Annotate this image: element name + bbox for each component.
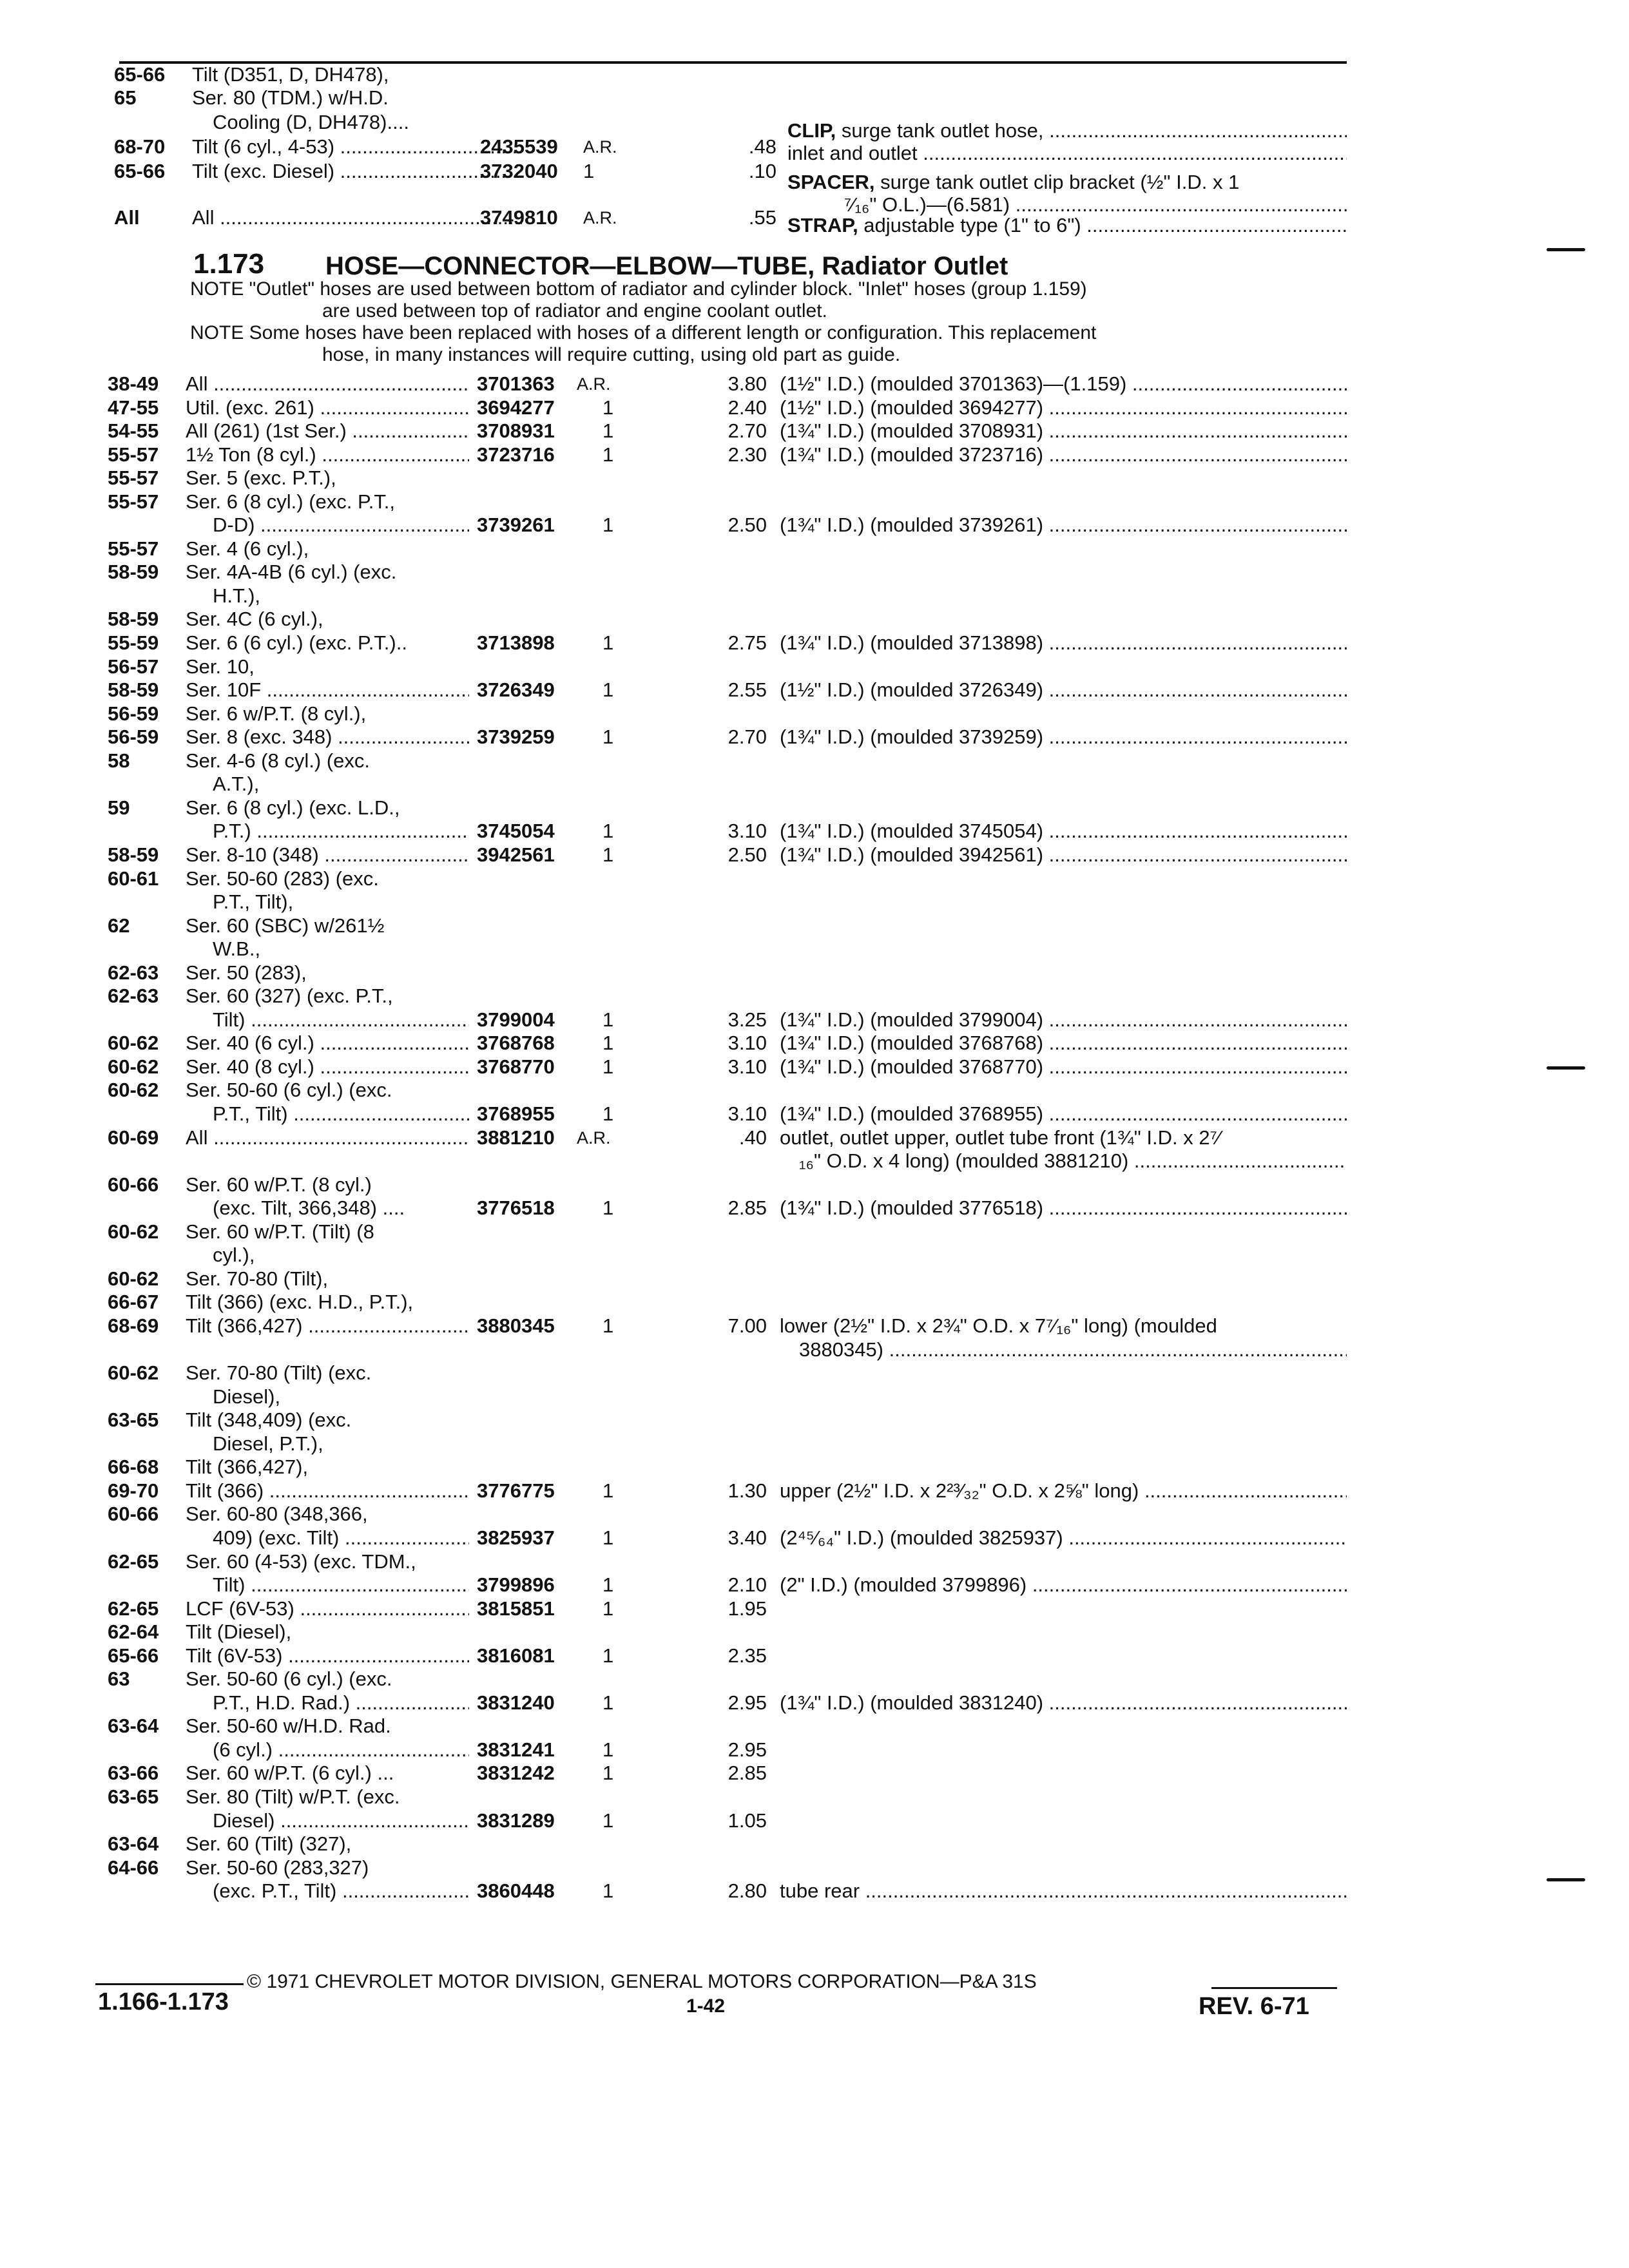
model-description: Util. (exc. 261) .....: [186, 396, 469, 419]
part-number: 3768955: [477, 1102, 555, 1125]
hose-description: (1¾" I.D.) (moulded 3723716) .....: [780, 443, 1347, 466]
group-range: 1.166-1.173: [98, 1988, 229, 2015]
price: 2.80: [728, 1879, 767, 1902]
model-description: Ser. 60 w/P.T. (6 cyl.) ...: [186, 1762, 394, 1784]
part-number: 3768768: [477, 1032, 555, 1054]
model-description: Ser. 6 (6 cyl.) (exc. P.T.)..: [186, 631, 407, 654]
year-range: 55-57: [108, 466, 159, 489]
year-range: 55-57: [108, 490, 159, 513]
year-range: 62-63: [108, 985, 159, 1007]
part-number: 3815851: [477, 1597, 555, 1620]
hose-description: (1¾" I.D.) (moulded 3831240) .....: [780, 1691, 1347, 1715]
accessory-name: CLIP,: [787, 119, 836, 142]
hose-description: upper (2½" I.D. x 2²³⁄₃₂" O.D. x 2⅝" long) .....: [780, 1479, 1347, 1503]
year-range: 55-59: [108, 631, 159, 654]
part-number: 3713898: [477, 631, 555, 654]
year-range: 56-57: [108, 655, 159, 678]
accessory-description: STRAP, adjustable type (1" to 6") .....: [787, 214, 1347, 237]
model-description: All .....: [186, 372, 469, 396]
quantity: A.R.: [583, 137, 617, 157]
part-number: 3816081: [477, 1644, 555, 1667]
model-description: Ser. 50-60 (283,327): [186, 1856, 369, 1879]
model-description: Tilt) .....: [213, 1008, 469, 1032]
year-range: 60-61: [108, 867, 159, 890]
price: 3.80: [728, 372, 767, 395]
part-number: 3831241: [477, 1738, 555, 1761]
price: 2.75: [728, 631, 767, 654]
hose-description: (2⁴⁵⁄₆₄" I.D.) (moulded 3825937) .....: [780, 1526, 1347, 1550]
model-description: All .....: [186, 1126, 469, 1149]
section-title: HOSE—CONNECTOR—ELBOW—TUBE, Radiator Outlet: [325, 252, 1008, 280]
year-range: 55-57: [108, 443, 159, 466]
model-description: 1½ Ton (8 cyl.) .....: [186, 443, 469, 466]
year-range: 64-66: [108, 1856, 159, 1879]
model-description: Ser. 60 w/P.T. (8 cyl.): [186, 1173, 372, 1196]
quantity: 1: [602, 1644, 614, 1667]
model-description: Ser. 6 (8 cyl.) (exc. P.T.,: [186, 490, 396, 513]
year-range: 58-59: [108, 843, 159, 866]
note-line: NOTE "Outlet" hoses are used between bottom of radiator and cylinder block. "Inlet" hoses (group 1.159): [190, 278, 1087, 300]
model-description: Ser. 70-80 (Tilt) (exc.: [186, 1361, 372, 1384]
model-description: Ser. 60 (Tilt) (327),: [186, 1832, 352, 1855]
model-description: (6 cyl.) .....: [213, 1738, 469, 1762]
year-range: 65: [114, 86, 137, 109]
price: 3.10: [728, 1102, 767, 1125]
model-description: Tilt (366) .....: [186, 1479, 469, 1503]
hose-description: outlet, outlet upper, outlet tube front (1¾" I.D. x 2⁷⁄: [780, 1126, 1220, 1149]
part-number: 3723716: [477, 443, 555, 466]
model-description: Ser. 40 (6 cyl.) .....: [186, 1032, 469, 1055]
part-number: 3776775: [477, 1479, 555, 1502]
model-description: Tilt (6 cyl., 4-53) .....: [192, 135, 522, 159]
year-range: 63-66: [108, 1762, 159, 1784]
price: 7.00: [728, 1314, 767, 1337]
model-description: Cooling (D, DH478)....: [213, 111, 409, 133]
quantity: 1: [602, 631, 614, 654]
year-range: 60-66: [108, 1173, 159, 1196]
quantity: 1: [602, 514, 614, 536]
quantity: 1: [602, 1573, 614, 1596]
quantity: 1: [602, 1691, 614, 1714]
year-range: 62-65: [108, 1597, 159, 1620]
price: 2.30: [728, 443, 767, 466]
price: 2.70: [728, 419, 767, 442]
footer-rule-left: [95, 1983, 244, 1985]
model-description: Tilt) .....: [213, 1573, 469, 1597]
price: 3.10: [728, 1032, 767, 1054]
revision-label: REV. 6-71: [1199, 1993, 1309, 2020]
model-description: Tilt (366) (exc. H.D., P.T.),: [186, 1291, 414, 1313]
model-description: Ser. 40 (8 cyl.) .....: [186, 1055, 469, 1079]
hose-description: (1½" I.D.) (moulded 3694277) .....: [780, 396, 1347, 419]
part-number: 3739259: [477, 726, 555, 748]
year-range: 63-65: [108, 1785, 159, 1808]
note-line: are used between top of radiator and engine coolant outlet.: [322, 300, 827, 322]
price: 1.95: [728, 1597, 767, 1620]
year-range: 38-49: [108, 372, 159, 395]
quantity: 1: [602, 396, 614, 419]
model-description: Tilt (D351, D, DH478),: [192, 63, 389, 86]
quantity: 1: [602, 1809, 614, 1832]
model-description: Ser. 8 (exc. 348) .....: [186, 726, 469, 749]
accessory-description: inlet and outlet .....: [787, 142, 1347, 165]
price: .55: [748, 206, 776, 229]
part-number: 3825937: [477, 1526, 555, 1549]
year-range: 47-55: [108, 396, 159, 419]
year-range: 60-66: [108, 1503, 159, 1525]
model-description: P.T., Tilt),: [213, 890, 294, 913]
year-range: 65-66: [114, 160, 166, 182]
model-description: Ser. 80 (Tilt) w/P.T. (exc.: [186, 1785, 400, 1808]
quantity: 1: [602, 678, 614, 701]
price: 3.40: [728, 1526, 767, 1549]
model-description: Ser. 60 (SBC) w/261½: [186, 914, 385, 937]
hose-description: (1¾" I.D.) (moulded 3776518) .....: [780, 1196, 1347, 1220]
accessory-description: CLIP, surge tank outlet hose, .....: [787, 119, 1347, 142]
punch-mark: [1547, 1066, 1585, 1070]
page-number: 1-42: [686, 1995, 726, 2017]
model-description: Ser. 8-10 (348) .....: [186, 843, 469, 867]
hose-description: (1¾" I.D.) (moulded 3708931) .....: [780, 419, 1347, 443]
hose-description: (1¾" I.D.) (moulded 3942561) .....: [780, 843, 1347, 867]
model-description: Tilt (366,427),: [186, 1456, 309, 1478]
year-range: 66-68: [108, 1456, 159, 1478]
part-number: 3694277: [477, 396, 555, 419]
part-number: 3768770: [477, 1055, 555, 1078]
year-range: 60-62: [108, 1220, 159, 1243]
model-description: Ser. 50-60 w/H.D. Rad.: [186, 1715, 391, 1737]
model-description: P.T., Tilt) .....: [213, 1102, 469, 1126]
model-description: Diesel),: [213, 1385, 281, 1408]
year-range: 62: [108, 914, 130, 937]
quantity: A.R.: [577, 1128, 611, 1148]
part-number: 2435539: [480, 135, 558, 158]
price: 1.05: [728, 1809, 767, 1832]
price: 2.50: [728, 843, 767, 866]
hose-description: (1½" I.D.) (moulded 3701363)—(1.159) .....: [780, 372, 1347, 396]
model-description: Ser. 50-60 (6 cyl.) (exc.: [186, 1667, 392, 1690]
part-number: 3701363: [477, 372, 555, 395]
hose-description: (1¾" I.D.) (moulded 3739259) .....: [780, 726, 1347, 749]
quantity: A.R.: [577, 374, 611, 394]
hose-description: (1¾" I.D.) (moulded 3768955) .....: [780, 1102, 1347, 1126]
price: 2.50: [728, 514, 767, 536]
price: 3.25: [728, 1008, 767, 1031]
year-range: 56-59: [108, 702, 159, 725]
model-description: A.T.),: [213, 773, 260, 795]
part-number: 3745054: [477, 820, 555, 842]
year-range: 65-66: [108, 1644, 159, 1667]
price: 2.95: [728, 1738, 767, 1761]
punch-mark: [1547, 1878, 1585, 1881]
hose-description: 3880345) .....: [799, 1338, 1347, 1361]
quantity: 1: [602, 419, 614, 442]
price: 3.10: [728, 820, 767, 842]
price: 2.10: [728, 1573, 767, 1596]
model-description: cyl.),: [213, 1244, 255, 1266]
year-range: 63-64: [108, 1832, 159, 1855]
model-description: Ser. 4-6 (8 cyl.) (exc.: [186, 749, 370, 772]
model-description: Ser. 5 (exc. P.T.),: [186, 466, 336, 489]
year-range: 60-62: [108, 1079, 159, 1101]
quantity: 1: [602, 1008, 614, 1031]
quantity: 1: [602, 1597, 614, 1620]
year-range: 63-64: [108, 1715, 159, 1737]
price: 2.55: [728, 678, 767, 701]
year-range: 60-62: [108, 1267, 159, 1290]
model-description: Ser. 4A-4B (6 cyl.) (exc.: [186, 561, 397, 583]
quantity: 1: [602, 443, 614, 466]
price: .48: [748, 135, 776, 158]
year-range: 63: [108, 1667, 130, 1690]
model-description: W.B.,: [213, 937, 261, 960]
year-range: 60-69: [108, 1126, 159, 1149]
model-description: Ser. 60 (327) (exc. P.T.,: [186, 985, 393, 1007]
year-range: 63-65: [108, 1408, 159, 1431]
part-number: 3860448: [477, 1879, 555, 1902]
year-range: 60-62: [108, 1361, 159, 1384]
model-description: Ser. 6 w/P.T. (8 cyl.),: [186, 702, 367, 725]
model-description: P.T., H.D. Rad.) .....: [213, 1691, 469, 1715]
model-description: 409) (exc. Tilt) .....: [213, 1526, 469, 1550]
year-range: 58-59: [108, 608, 159, 630]
model-description: Tilt (exc. Diesel) .....: [192, 160, 522, 183]
model-description: Tilt (6V-53) .....: [186, 1644, 469, 1667]
price: 2.35: [728, 1644, 767, 1667]
model-description: Ser. 60-80 (348,366,: [186, 1503, 368, 1525]
quantity: 1: [602, 1479, 614, 1502]
part-number: 3732040: [480, 160, 558, 182]
year-range: 54-55: [108, 419, 159, 442]
model-description: Ser. 50 (283),: [186, 961, 307, 984]
model-description: D-D) .....: [213, 514, 469, 537]
model-description: (exc. P.T., Tilt) .....: [213, 1879, 469, 1903]
hose-description: (2" I.D.) (moulded 3799896) .....: [780, 1573, 1347, 1597]
hose-description: (1¾" I.D.) (moulded 3713898) .....: [780, 631, 1347, 655]
price: 2.85: [728, 1762, 767, 1784]
year-range: 68-70: [114, 135, 166, 158]
model-description: Ser. 70-80 (Tilt),: [186, 1267, 329, 1290]
price: .10: [748, 160, 776, 182]
part-number: 3881210: [477, 1126, 555, 1149]
part-number: 3776518: [477, 1196, 555, 1219]
price: 3.10: [728, 1055, 767, 1078]
part-number: 3799004: [477, 1008, 555, 1031]
model-description: P.T.) .....: [213, 820, 469, 843]
quantity: 1: [602, 1032, 614, 1054]
accessory-name: STRAP,: [787, 214, 858, 236]
year-range: 60-62: [108, 1032, 159, 1054]
year-range: 58-59: [108, 678, 159, 701]
quantity: 1: [602, 1196, 614, 1219]
part-number: 3726349: [477, 678, 555, 701]
year-range: 62-64: [108, 1620, 159, 1643]
section-number: 1.173: [193, 248, 265, 280]
quantity: 1: [602, 1102, 614, 1125]
quantity: 1: [602, 1055, 614, 1078]
year-range: 55-57: [108, 537, 159, 560]
note-line: NOTE Some hoses have been replaced with hoses of a different length or configuration. This replacement: [190, 322, 1097, 343]
model-description: Ser. 10,: [186, 655, 255, 678]
year-range: 59: [108, 796, 130, 819]
model-description: Tilt (348,409) (exc.: [186, 1408, 352, 1431]
price: 2.40: [728, 396, 767, 419]
quantity: A.R.: [583, 208, 617, 227]
quantity: 1: [583, 160, 595, 182]
model-description: LCF (6V-53) .....: [186, 1597, 469, 1620]
quantity: 1: [602, 820, 614, 842]
year-range: 65-66: [114, 63, 166, 86]
quantity: 1: [602, 1314, 614, 1337]
accessory-name: SPACER,: [787, 171, 875, 193]
year-range: 62-63: [108, 961, 159, 984]
model-description: Ser. 50-60 (6 cyl.) (exc.: [186, 1079, 392, 1101]
price: 2.95: [728, 1691, 767, 1714]
model-description: All .....: [192, 206, 522, 229]
price: 2.85: [728, 1196, 767, 1219]
quantity: 1: [602, 1879, 614, 1902]
part-number: 3880345: [477, 1314, 555, 1337]
footer-rule-right: [1211, 1987, 1337, 1989]
quantity: 1: [602, 726, 614, 748]
hose-description: (1¾" I.D.) (moulded 3799004) .....: [780, 1008, 1347, 1032]
quantity: 1: [602, 1526, 614, 1549]
note-line: hose, in many instances will require cutting, using old part as guide.: [322, 344, 901, 365]
year-range: 58-59: [108, 561, 159, 583]
model-description: Ser. 80 (TDM.) w/H.D.: [192, 86, 389, 109]
hose-description: (1¾" I.D.) (moulded 3739261) .....: [780, 514, 1347, 537]
part-number: 3831242: [477, 1762, 555, 1784]
model-description: Ser. 50-60 (283) (exc.: [186, 867, 379, 890]
year-range: 58: [108, 749, 130, 772]
model-description: Ser. 60 w/P.T. (Tilt) (8: [186, 1220, 374, 1243]
accessory-description: ⁷⁄₁₆" O.L.)—(6.581) .....: [844, 193, 1347, 216]
model-description: Diesel, P.T.),: [213, 1432, 323, 1455]
hose-description: lower (2½" I.D. x 2¾" O.D. x 7⁷⁄₁₆" long) (moulded: [780, 1314, 1217, 1337]
model-description: Ser. 60 (4-53) (exc. TDM.,: [186, 1550, 416, 1573]
punch-mark: [1547, 248, 1585, 251]
hose-description: ₁₆" O.D. x 4 long) (moulded 3881210) .....: [799, 1149, 1347, 1173]
model-description: Ser. 10F .....: [186, 678, 469, 702]
model-description: Ser. 4 (6 cyl.),: [186, 537, 309, 560]
model-description: Ser. 6 (8 cyl.) (exc. L.D.,: [186, 796, 400, 819]
model-description: Tilt (Diesel),: [186, 1620, 292, 1643]
hose-description: (1½" I.D.) (moulded 3726349) .....: [780, 678, 1347, 702]
year-range: 56-59: [108, 726, 159, 748]
accessory-description: SPACER, surge tank outlet clip bracket (½" I.D. x 1: [787, 171, 1240, 193]
year-range: 66-67: [108, 1291, 159, 1313]
model-description: All (261) (1st Ser.) .....: [186, 419, 469, 443]
hose-description: (1¾" I.D.) (moulded 3745054) .....: [780, 820, 1347, 843]
part-number: 3831240: [477, 1691, 555, 1714]
model-description: Ser. 4C (6 cyl.),: [186, 608, 323, 630]
model-description: Tilt (366,427) .....: [186, 1314, 469, 1338]
hose-description: (1¾" I.D.) (moulded 3768770) .....: [780, 1055, 1347, 1079]
quantity: 1: [602, 1762, 614, 1784]
copyright-line: © 1971 CHEVROLET MOTOR DIVISION, GENERAL MOTORS CORPORATION—P&A 31S: [247, 1971, 1037, 1992]
hose-description: tube rear .....: [780, 1879, 1347, 1903]
price: 2.70: [728, 726, 767, 748]
year-range: All: [114, 206, 140, 229]
year-range: 69-70: [108, 1479, 159, 1502]
price: 1.30: [728, 1479, 767, 1502]
model-description: Diesel) .....: [213, 1809, 469, 1832]
part-number: 3739261: [477, 514, 555, 536]
year-range: 60-62: [108, 1055, 159, 1078]
part-number: 3749810: [480, 206, 558, 229]
quantity: 1: [602, 843, 614, 866]
part-number: 3942561: [477, 843, 555, 866]
year-range: 68-69: [108, 1314, 159, 1337]
year-range: 62-65: [108, 1550, 159, 1573]
part-number: 3708931: [477, 419, 555, 442]
part-number: 3831289: [477, 1809, 555, 1832]
hose-description: (1¾" I.D.) (moulded 3768768) .....: [780, 1032, 1347, 1055]
model-description: (exc. Tilt, 366,348) ....: [213, 1196, 405, 1219]
price: .40: [738, 1126, 767, 1149]
quantity: 1: [602, 1738, 614, 1761]
model-description: H.T.),: [213, 584, 261, 607]
part-number: 3799896: [477, 1573, 555, 1596]
